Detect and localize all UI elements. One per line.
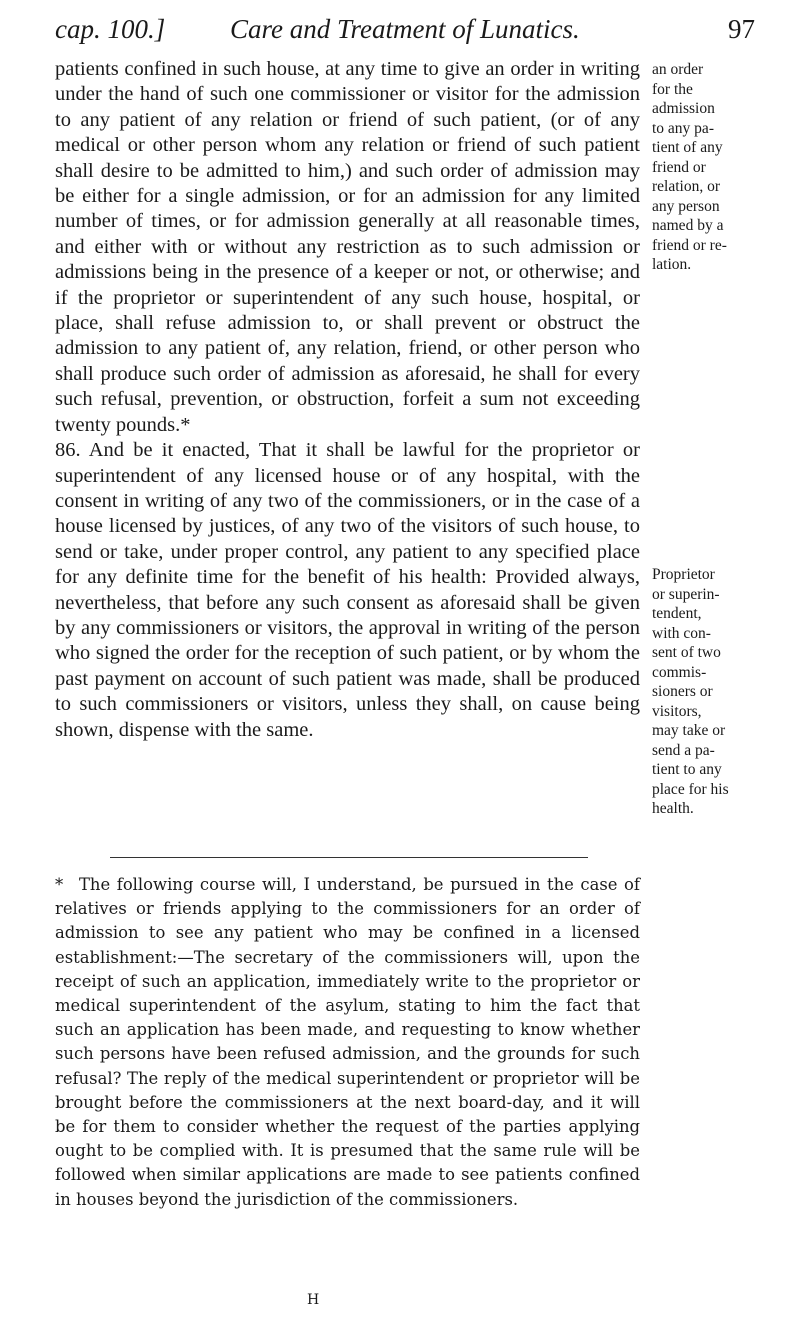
main-text	[55, 57, 640, 743]
marginal-note-admission: an order for the admission to any pa- tient of any friend or relation, or any person named by a friend or re- lation.	[652, 61, 727, 273]
footnote-divider	[110, 857, 588, 858]
paragraph-admission-order: patients confined in such house, at any time to give an order in writing under the hand of such one commissioner or visitor for the admission to any patient of any relation or friend of such patient, (or of any medical or other person whom any relation or friend of such patient shall desire to be admitted to him,) and such order of admission may be either for a single admission, or for an admission for any limited number of times, or for admission generally at all reasonable times, and either with or without any restriction as to such admission or admissions being in the presence of a keeper or not, or otherwise; and if the proprietor or superintendent of any such house, hospital, or place, shall refuse admission to, or shall prevent or obstruct the admission to any patient of, any relation, friend, or other person who shall produce such order of admission as aforesaid, he shall for every such refusal, prevention, or obstruction, forfeit a sum not exceeding twenty pounds.*	[55, 58, 640, 436]
running-header	[55, 14, 755, 50]
footnote-marker: *	[55, 875, 64, 894]
chapter-reference: cap. 100.]	[55, 14, 166, 44]
page-number: 97	[728, 14, 755, 44]
footnote-text: The following course will, I understand, be pursued in the case of relatives or friends applying to the commissioners for an order of admission to see any patient who may be confined in a licensed establishment:—The secretary of the commissioners will, upon the receipt of such an application, immediately write to the proprietor or medical superintendent of the asylum, stating to him the fact that such an application has been made, and requesting to know whether such persons have been refused admission, and the grounds for such refusal? The reply of the medical superintendent or proprietor will be brought before the commissioners at the next board-day, and it will be for them to consider whether the request of the parties applying ought to be complied with. It is presumed that the same rule will be followed when similar applications are made to see patients confined in houses beyond the jurisdiction of the commissioners.	[55, 875, 640, 1209]
marginal-note-proprietor: Proprietor or superin- tendent, with con- sent of two commis- sioners or visitors, may take or send a pa- tient to any place for his health.	[652, 566, 729, 817]
running-title: Care and Treatment of Lunatics.	[230, 14, 580, 44]
footnote	[55, 873, 640, 1212]
signature-mark: H	[307, 1292, 320, 1308]
paragraph-section-86: 86. And be it enacted, That it shall be lawful for the proprietor or superintendent of any licensed house or of any hospital, with the consent in writing of any two of the commissioners, or in the case of a house licensed by justices, of any two of the visitors of such house, to send or take, under proper control, any patient to any specified place for any definite time for the benefit of his health: Provided always, nevertheless, that before any such consent as aforesaid shall be given by any commissioners or visitors, the approval in writing of the person who signed the order for the reception of such patient, or by whom the past payment on account of such patient was made, shall be produced to such commissioners or visitors, unless they shall, on cause being shown, dispense with the same.	[55, 439, 640, 741]
